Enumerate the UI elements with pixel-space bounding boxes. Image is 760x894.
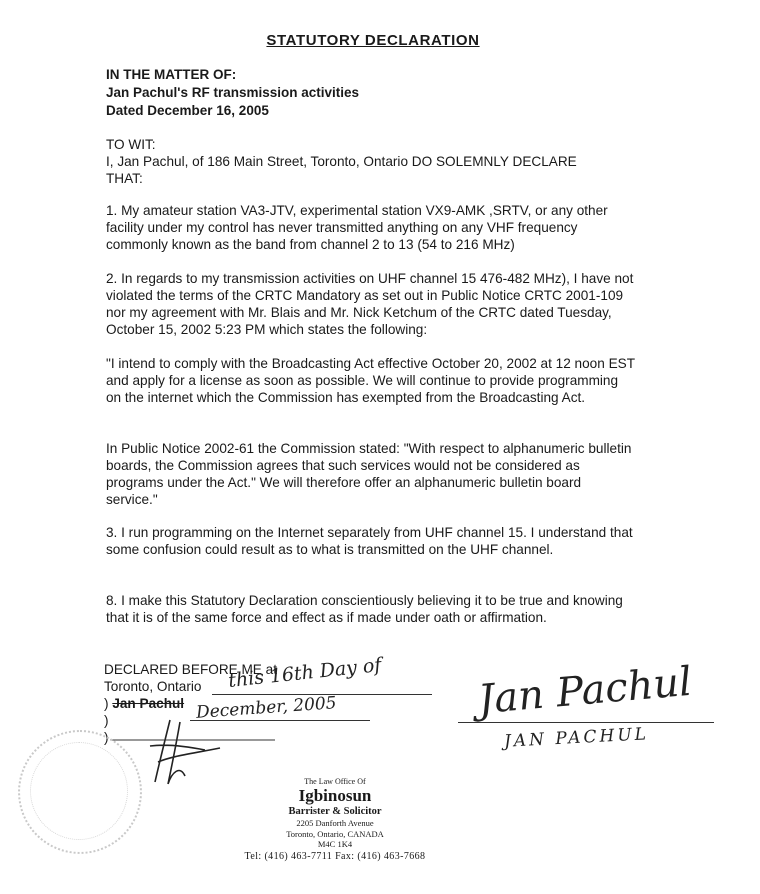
office-header: The Law Office Of xyxy=(304,777,366,786)
paragraph-1 xyxy=(106,202,636,253)
declared-line-4: ) xyxy=(104,713,109,728)
declared-line-1: DECLARED BEFORE ME at xyxy=(104,662,277,677)
to-wit-line-1: TO WIT: xyxy=(106,137,156,152)
office-postal: M4C 1K4 xyxy=(317,839,353,849)
paragraph-8 xyxy=(106,592,636,626)
to-wit-line-3: THAT: xyxy=(106,171,143,186)
office-address-2: Toronto, Ontario, CANADA xyxy=(286,828,384,839)
quote-1-text: "I intend to comply with the Broadcasting Act effective October 20, 2002 at 12 noon EST and apply for a license as soon as possible. We will continue to provide programming on the internet which the Commission has exempted from the Broadcasting Act. xyxy=(106,356,635,405)
handwritten-date-month: December, 2005 xyxy=(195,693,338,723)
to-wit-line-2: I, Jan Pachul, of 186 Main Street, Toronto, Ontario DO SOLEMNLY DECLARE xyxy=(106,154,577,169)
office-phone: Tel: (416) 463-7711 Fax: (416) 463-7668 xyxy=(244,850,426,862)
quote-1 xyxy=(106,355,636,406)
matter-line-1: IN THE MATTER OF: xyxy=(106,67,237,82)
handwritten-date-day: this 16th Day of xyxy=(227,654,383,692)
matter-block xyxy=(106,66,359,120)
declared-line-5: ) xyxy=(104,730,109,745)
paragraph-3-text: 3. I run programming on the Internet separately from UHF channel 15. I understand that some confusion could result as to what is transmitted on the UHF channel. xyxy=(106,525,633,557)
office-address-1: 2205 Danforth Avenue xyxy=(296,818,374,828)
matter-line-3: Dated December 16, 2005 xyxy=(106,103,269,118)
office-name: Igbinosun xyxy=(298,786,372,805)
quote-2 xyxy=(106,440,636,508)
to-wit-block xyxy=(106,136,636,187)
declarant-signature: Jan Pachul xyxy=(476,658,694,724)
paragraph-2 xyxy=(106,270,636,338)
struck-name: Jan Pachul xyxy=(112,696,185,711)
signature-line xyxy=(458,722,714,723)
law-office-stamp xyxy=(215,776,455,864)
notary-seal-inner xyxy=(30,742,128,840)
declared-line-2: Toronto, Ontario xyxy=(104,679,202,694)
printed-name: JAN PACHUL xyxy=(503,724,650,752)
paragraph-8-text: 8. I make this Statutory Declaration conscientiously believing it to be true and knowing that it is of the same force and effect as if made under oath or affirmation. xyxy=(106,593,623,625)
paragraph-3 xyxy=(106,524,636,558)
document-title: STATUTORY DECLARATION xyxy=(266,32,480,49)
matter-line-2: Jan Pachul's RF transmission activities xyxy=(106,85,360,100)
quote-2-text: In Public Notice 2002-61 the Commission stated: "With respect to alphanumeric bulletin boards, the Commission agrees that such services would not be considered as programs under the Act." We will therefore offer an alphanumeric bulletin board service." xyxy=(106,441,632,507)
office-role: Barrister & Solicitor xyxy=(288,806,382,817)
paragraph-2-text: 2. In regards to my transmission activities on UHF channel 15 476-482 MHz), I have not violated the terms of the CRTC Mandatory as set out in Public Notice CRTC 2001-109 nor my agreement with Mr. Blais and Mr. Nick Ketchum of the CRTC dated Tuesday, October 15, 2002 5:23 PM which states the following: xyxy=(106,271,634,337)
paragraph-1-text: 1. My amateur station VA3-JTV, experimental station VX9-AMK ,SRTV, or any other facility under my control has never transmitted anything on any VHF frequency commonly known as the band from channel 2 to 13 (54 to 216 MHz) xyxy=(106,203,608,252)
paren: ) xyxy=(104,696,109,711)
